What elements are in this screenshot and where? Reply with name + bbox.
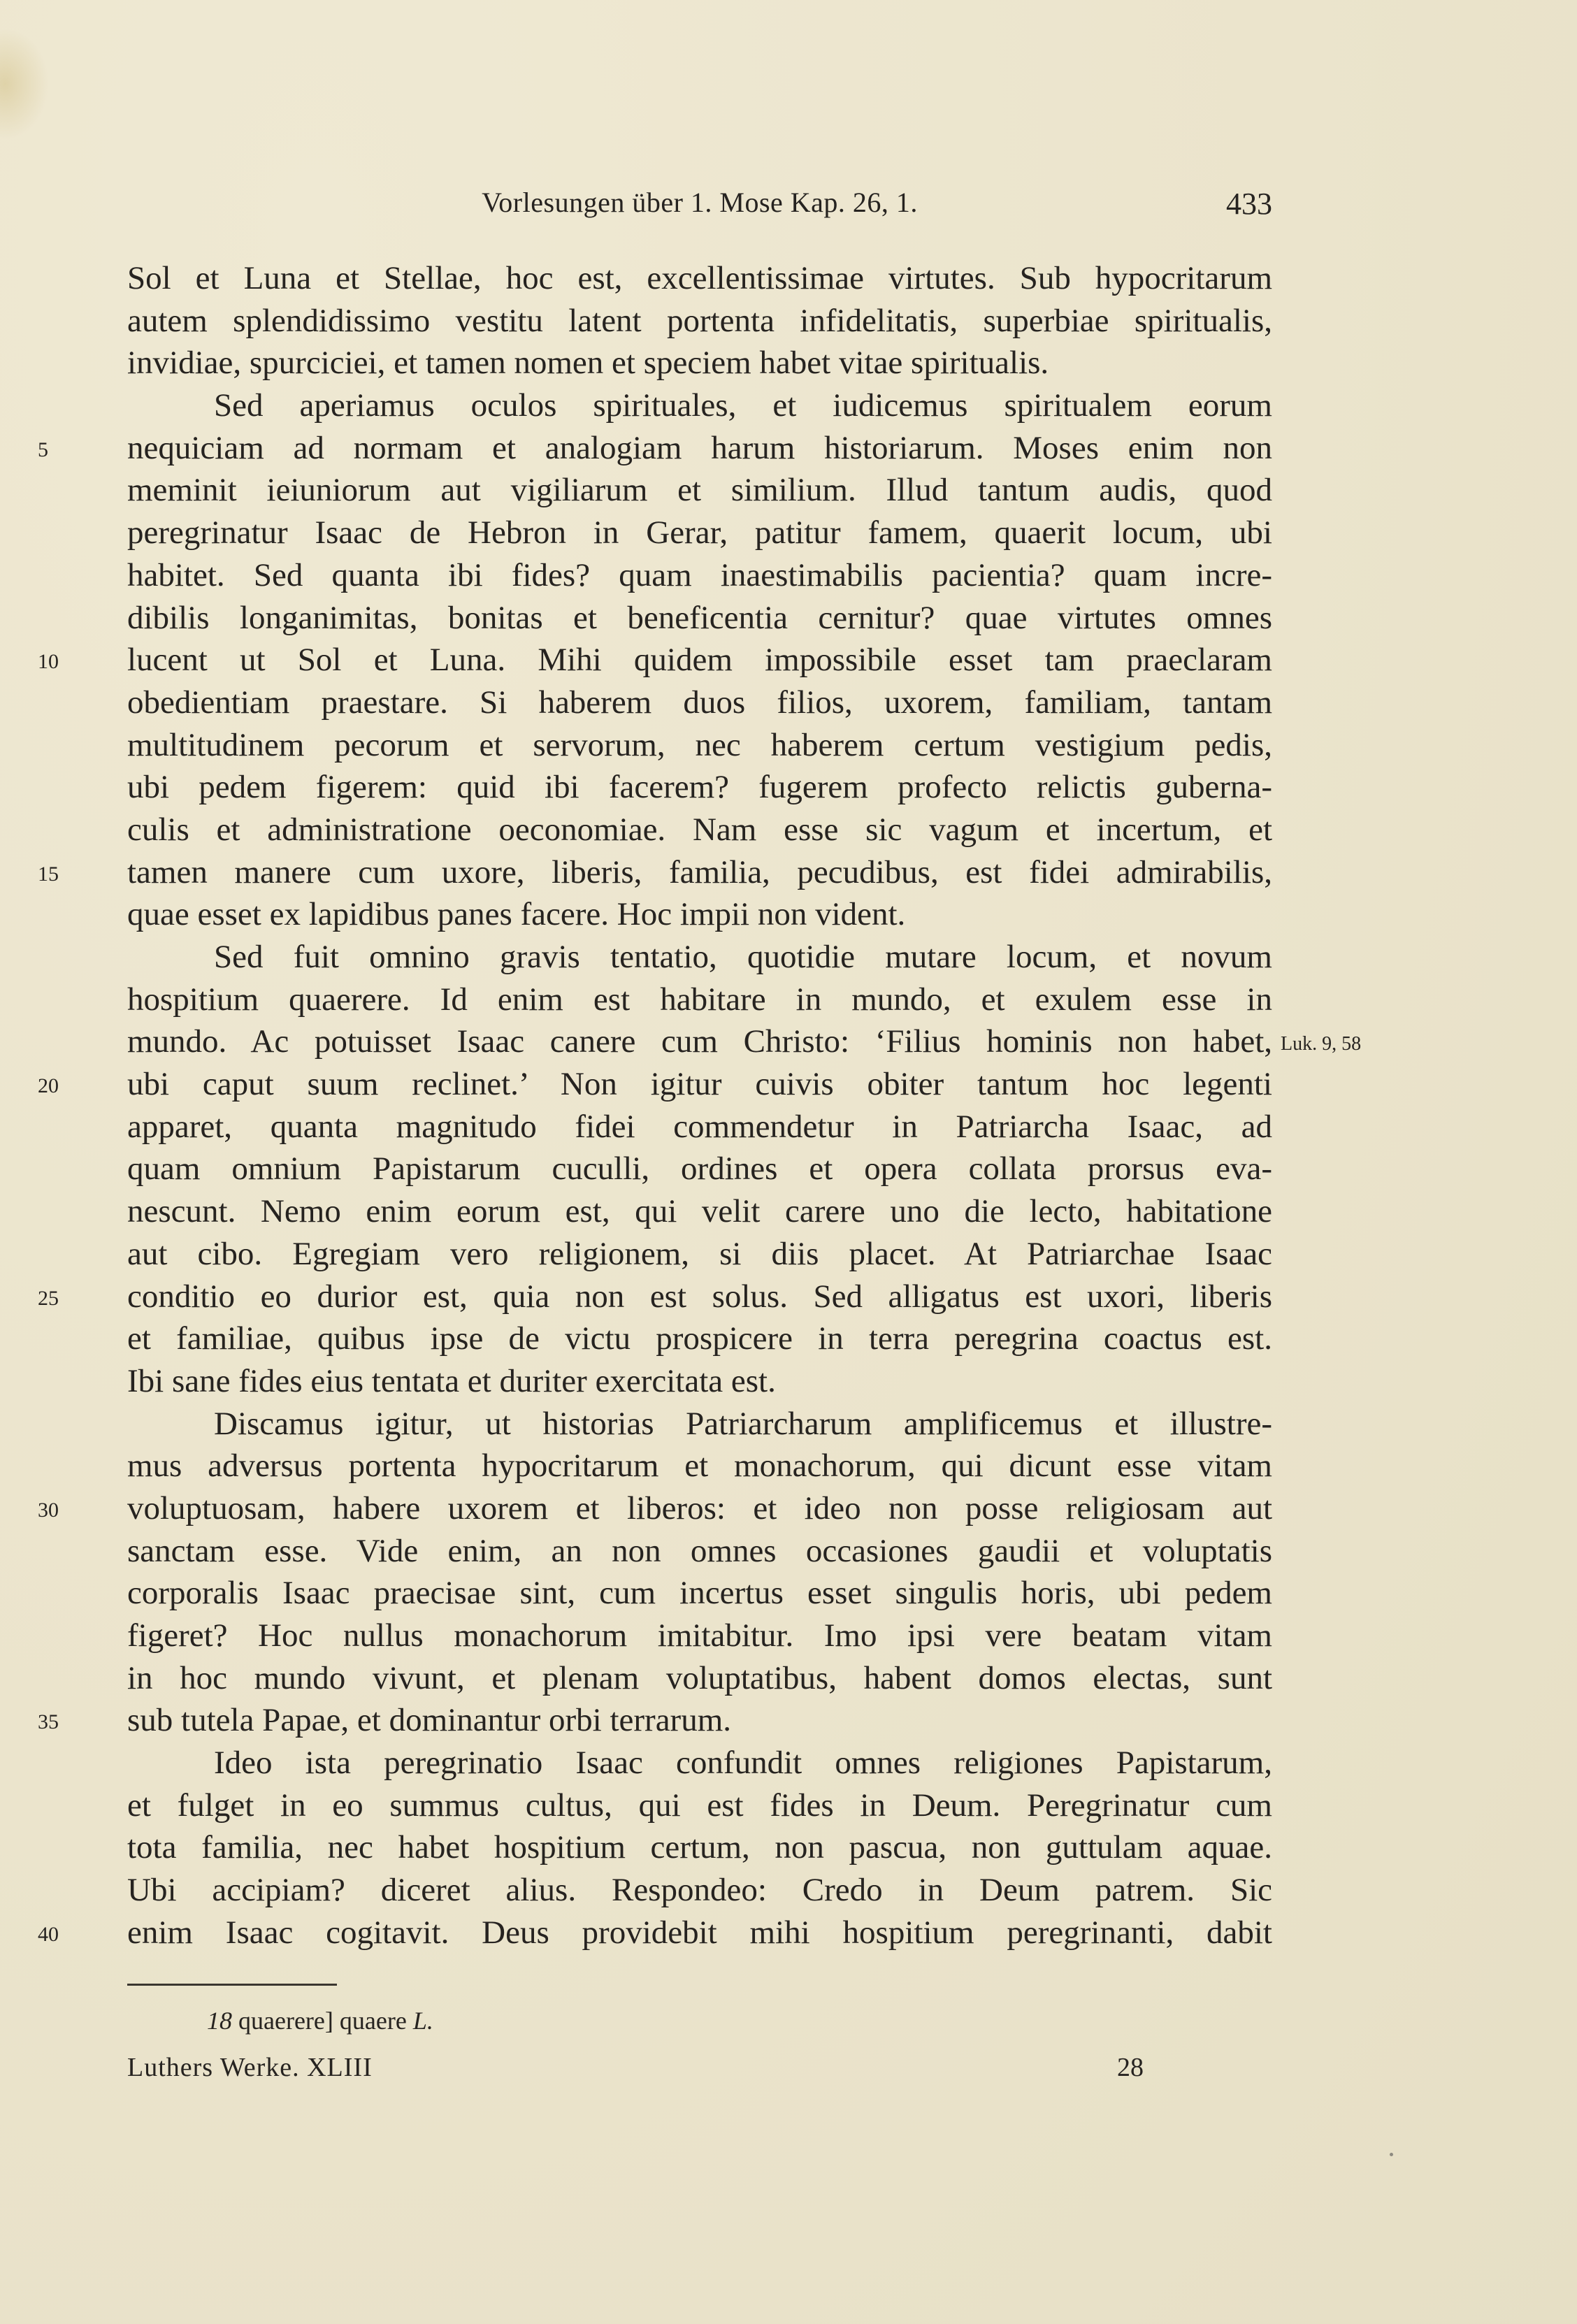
line-text: conditio eo durior est, quia non est solus. Sed alligatus est uxori, liberis <box>127 1278 1272 1315</box>
text-line <box>38 1063 1272 1106</box>
text-line <box>127 1530 1272 1573</box>
text-line <box>127 342 1272 384</box>
line-number: 25 <box>38 1286 59 1310</box>
sheet-number: 28 <box>1117 2053 1144 2082</box>
text-line <box>127 809 1272 851</box>
line-text: Sol et Luna et Stellae, hoc est, excellentissimae virtutes. Sub hypocritarum <box>127 260 1272 296</box>
line-text: Discamus igitur, ut historias Patriarcharum amplificemus et illustre- <box>214 1405 1272 1442</box>
text-line <box>127 512 1272 554</box>
footnote-text: quaerere] quaere <box>238 2007 407 2035</box>
line-text: ubi pedem figerem: quid ibi facerem? fugerem profecto relictis guberna- <box>127 769 1272 806</box>
line-text: in hoc mundo vivunt, et plenam voluptatibus, habent domos electas, sunt <box>127 1659 1272 1696</box>
line-text: meminit ieiuniorum aut vigiliarum et similium. Illud tantum audis, quod <box>127 472 1272 509</box>
line-text: et familiae, quibus ipse de victu prospicere in terra peregrina coactus est. <box>127 1320 1272 1357</box>
text-line <box>127 1403 1272 1445</box>
footnote-rule <box>127 1984 337 1986</box>
line-text: lucent ut Sol et Luna. Mihi quidem impossibile esset tam praeclaram <box>127 642 1272 679</box>
line-text: tamen manere cum uxore, liberis, familia, pecudibus, est fidei admirabilis, <box>127 853 1272 890</box>
body-text <box>38 257 1362 1954</box>
text-line <box>38 1912 1272 1954</box>
text-line <box>127 893 1272 936</box>
line-text: dibilis longanimitas, bonitas et beneficentia cernitur? quae virtutes omnes <box>127 599 1272 636</box>
line-text: ubi caput suum reclinet.’ Non igitur cuivis obiter tantum hoc legenti <box>127 1066 1272 1103</box>
line-text: sub tutela Papae, et dominantur orbi terrarum. <box>127 1702 732 1739</box>
line-text: Sed fuit omnino gravis tentatio, quotidie mutare locum, et novum <box>214 939 1272 975</box>
text-line <box>127 554 1272 597</box>
text-line <box>127 384 1272 427</box>
page-number: 433 <box>1226 187 1272 221</box>
text-line <box>127 1360 1272 1403</box>
sheet-signature: Luthers Werke. XLIII <box>127 2053 373 2082</box>
line-text: obedientiam praestare. Si haberem duos filios, uxorem, familiam, tantam <box>127 684 1272 721</box>
text-line <box>127 1657 1272 1700</box>
text-line <box>127 1826 1272 1869</box>
line-text: nescunt. Nemo enim eorum est, qui velit carere uno die lecto, habitatione <box>127 1193 1272 1230</box>
text-line <box>127 257 1272 300</box>
text-line <box>127 469 1272 512</box>
line-text: habitet. Sed quanta ibi fides? quam inaestimabilis pacientia? quam incre- <box>127 556 1272 593</box>
line-text: quae esset ex lapidibus panes facere. Hoc impii non vident. <box>127 896 906 933</box>
line-text: Ubi accipiam? diceret alius. Respondeo: Credo in Deum patrem. Sic <box>127 1872 1272 1909</box>
line-text: Sed aperiamus oculos spirituales, et iudicemus spiritualem eorum <box>214 387 1272 424</box>
text-line <box>38 1699 1272 1742</box>
text-line <box>127 681 1272 724</box>
line-text: autem splendidissimo vestitu latent portenta infidelitatis, superbiae spiritualis, <box>127 302 1272 339</box>
text-line <box>127 1784 1272 1827</box>
text-line <box>127 1445 1272 1487</box>
line-text: hospitium quaerere. Id enim est habitare in mundo, et exulem esse in <box>127 981 1272 1018</box>
line-text: peregrinatur Isaac de Hebron in Gerar, patitur famem, quaerit locum, ubi <box>127 514 1272 551</box>
text-line <box>127 766 1272 809</box>
footnote-siglum: L. <box>412 2007 433 2035</box>
text-line <box>127 1106 1272 1148</box>
footnote-line-ref: 18 <box>207 2007 232 2035</box>
text-line <box>127 1020 1362 1063</box>
text-line <box>38 639 1272 681</box>
line-text: sanctam esse. Vide enim, an non omnes occasiones gaudii et voluptatis <box>127 1532 1272 1569</box>
marginal-reference: Luk. 9, 58 <box>1281 1033 1362 1055</box>
line-text: culis et administratione oeconomiae. Nam esse sic vagum et incertum, et <box>127 811 1272 848</box>
line-text: Ideo ista peregrinatio Isaac confundit omnes religiones Papistarum, <box>214 1745 1272 1782</box>
text-line <box>127 1615 1272 1657</box>
text-line <box>127 1318 1272 1360</box>
footnote <box>207 2006 433 2035</box>
line-number: 30 <box>38 1498 59 1522</box>
line-number: 10 <box>38 650 59 674</box>
paper-stain <box>0 28 49 140</box>
text-line <box>127 1869 1272 1912</box>
line-text: Ibi sane fides eius tentata et duriter exercitata est. <box>127 1362 776 1399</box>
paper-speck <box>1390 2153 1393 2156</box>
line-text: mus adversus portenta hypocritarum et monachorum, qui dicunt esse vitam <box>127 1448 1272 1485</box>
text-line <box>127 597 1272 640</box>
text-line <box>127 1190 1272 1233</box>
line-number: 35 <box>38 1710 59 1734</box>
text-line <box>127 936 1272 979</box>
line-number: 20 <box>38 1074 59 1098</box>
text-line <box>127 1742 1272 1784</box>
text-line <box>127 1233 1272 1276</box>
line-text: enim Isaac cogitavit. Deus providebit mihi hospitium peregrinanti, dabit <box>127 1914 1272 1951</box>
page-header <box>127 186 1272 235</box>
line-text: invidiae, spurciciei, et tamen nomen et speciem habet vitae spiritualis. <box>127 345 1049 382</box>
text-line <box>127 1148 1272 1190</box>
line-text: et fulget in eo summus cultus, qui est fides in Deum. Peregrinatur cum <box>127 1787 1272 1824</box>
running-title: Vorlesungen über 1. Mose Kap. 26, 1. <box>482 187 918 218</box>
line-text: tota familia, nec habet hospitium certum, non pascua, non guttulam aquae. <box>127 1829 1272 1866</box>
text-line <box>127 300 1272 342</box>
line-text: apparet, quanta magnitudo fidei commendetur in Patriarcha Isaac, ad <box>127 1108 1272 1145</box>
line-text: mundo. Ac potuisset Isaac canere cum Christo: ‘Filius hominis non habet, <box>127 1023 1272 1060</box>
line-text: figeret? Hoc nullus monachorum imitabitur. Imo ipsi vere beatam vitam <box>127 1617 1272 1654</box>
text-line <box>38 427 1272 470</box>
text-line <box>38 851 1272 894</box>
text-line <box>127 979 1272 1021</box>
line-number: 40 <box>38 1922 59 1946</box>
line-text: corporalis Isaac praecisae sint, cum incertus esset singulis horis, ubi pedem <box>127 1575 1272 1612</box>
line-text: multitudinem pecorum et servorum, nec haberem certum vestigium pedis, <box>127 726 1272 763</box>
text-line <box>127 1572 1272 1615</box>
line-text: nequiciam ad normam et analogiam harum historiarum. Moses enim non <box>127 429 1272 466</box>
line-number: 5 <box>38 438 48 461</box>
text-line <box>127 724 1272 767</box>
line-number: 15 <box>38 862 59 886</box>
text-line <box>38 1276 1272 1318</box>
line-text: voluptuosam, habere uxorem et liberos: et ideo non posse religiosam aut <box>127 1489 1272 1527</box>
line-text: aut cibo. Egregiam vero religionem, si diis placet. At Patriarchae Isaac <box>127 1235 1272 1272</box>
text-line <box>38 1487 1272 1530</box>
line-text: quam omnium Papistarum cuculli, ordines et opera collata prorsus eva- <box>127 1150 1272 1188</box>
